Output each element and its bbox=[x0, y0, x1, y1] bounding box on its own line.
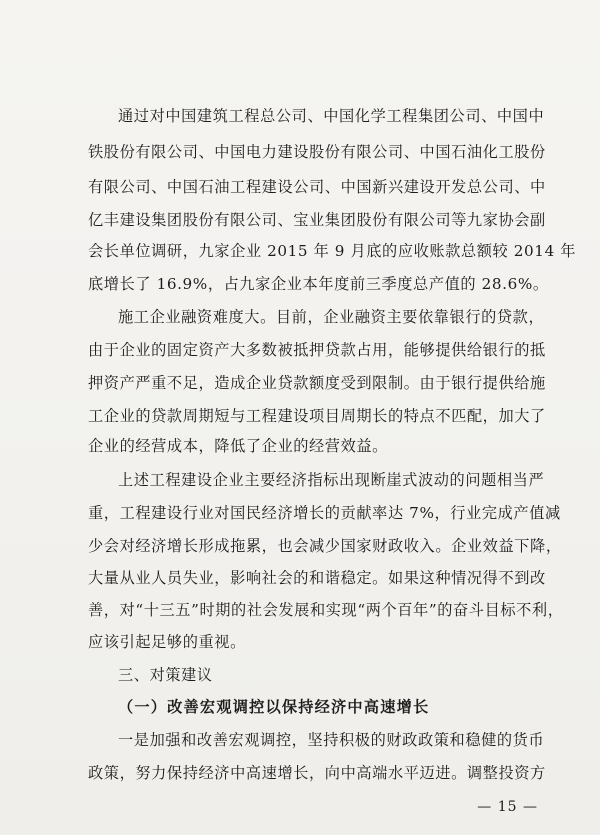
page-number: — 15 — bbox=[477, 799, 538, 815]
paragraph-1-line-2: 铁股份有限公司、中国电力建设股份有限公司、中国石油化工股份 bbox=[88, 143, 546, 161]
paragraph-3-line-1: 上述工程建设企业主要经济指标出现断崖式波动的问题相当严 bbox=[118, 471, 545, 489]
paragraph-2-line-4: 工企业的贷款周期短与工程建设项目周期长的特点不匹配，加大了 bbox=[88, 407, 546, 425]
paragraph-3-line-3: 少会对经济增长形成拖累，也会减少国家财政收入。企业效益下降， bbox=[88, 537, 562, 555]
paragraph-1-line-1: 通过对中国建筑工程总公司、中国化学工程集团公司、中国中 bbox=[118, 107, 545, 125]
paragraph-2-line-3: 押资产严重不足，造成企业贷款额度受到限制。由于银行提供给施 bbox=[88, 374, 546, 392]
paragraph-2-line-1: 施工企业融资难度大。目前，企业融资主要依靠银行的贷款， bbox=[118, 308, 545, 326]
paragraph-3-line-6: 应该引起足够的重视。 bbox=[88, 633, 246, 651]
paragraph-1-line-6: 底增长了 16.9%，占九家企业本年度前三季度总产值的 28.6%。 bbox=[88, 275, 549, 293]
paragraph-3-line-2: 重，工程建设行业对国民经济增长的贡献率达 7%，行业完成产值减 bbox=[88, 504, 561, 522]
paragraph-4-line-1: 一是加强和改善宏观调控，坚持积极的财政政策和稳健的货币 bbox=[118, 731, 545, 749]
paragraph-1-line-4: 亿丰建设集团股份有限公司、宝业集团股份有限公司等九家协会副 bbox=[88, 211, 546, 229]
subsection-heading: （一）改善宏观调控以保持经济中高速增长 bbox=[118, 698, 430, 716]
paragraph-4-line-2: 政策，努力保持经济中高速增长，向中高端水平迈进。调整投资方 bbox=[88, 764, 546, 782]
paragraph-3-line-5: 善，对“十三五”时期的社会发展和实现“两个百年”的奋斗目标不利， bbox=[88, 601, 564, 619]
section-heading: 三、对策建议 bbox=[118, 666, 213, 684]
paragraph-2-line-5: 企业的经营成本，降低了企业的经营效益。 bbox=[88, 437, 388, 455]
paragraph-1-line-3: 有限公司、中国石油工程建设公司、中国新兴建设开发总公司、中 bbox=[88, 178, 546, 196]
paragraph-1-line-5: 会长单位调研，九家企业 2015 年 9 月底的应收账款总额较 2014 年 bbox=[88, 242, 577, 260]
paragraph-2-line-2: 由于企业的固定资产大多数被抵押贷款占用，能够提供给银行的抵 bbox=[88, 341, 546, 359]
paragraph-3-line-4: 大量从业人员失业，影响社会的和谐稳定。如果这种情况得不到改 bbox=[88, 569, 546, 587]
